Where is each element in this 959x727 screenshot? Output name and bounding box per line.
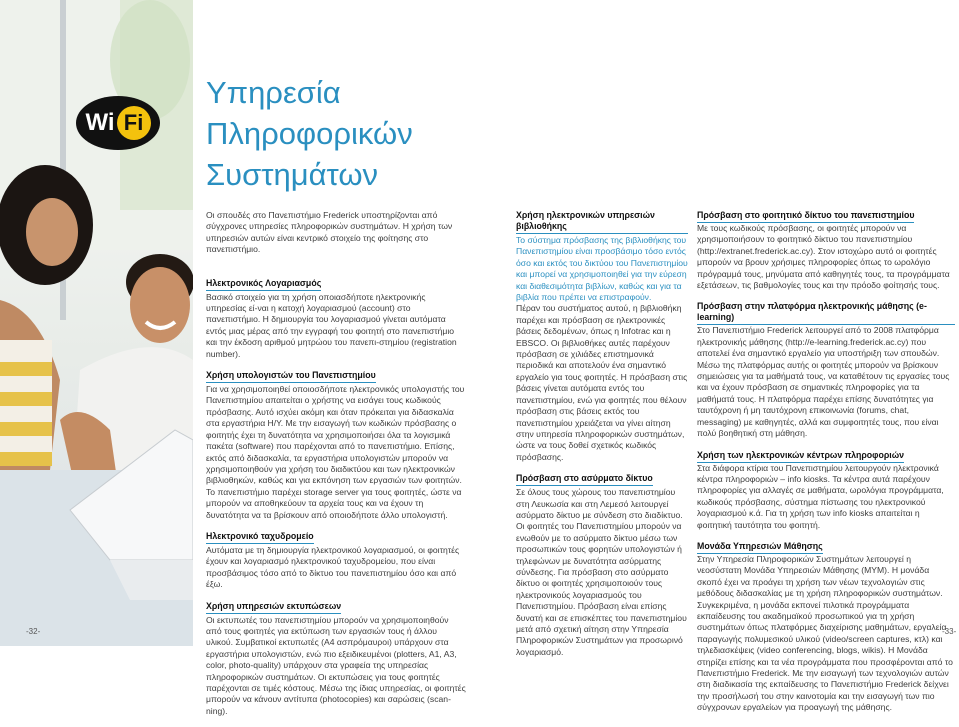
section-text: Αυτόματα με τη δημιουργία ηλεκτρονικού λογαριασμού, οι φοιτητές έχουν και λογαριασμό ηλεκτρονικού ταχυδρομείου, που είναι προσβάσιμος τόσο από το δίκτυο του πανεπιστημίου όσο και από έξω.	[206, 544, 460, 590]
section-heading: Πρόσβαση στο ασύρματο δίκτυο	[516, 473, 653, 486]
section-heading: Μονάδα Υπηρεσιών Μάθησης	[697, 541, 823, 554]
section-text: Στο Πανεπιστήμιο Frederick λειτουργεί από το 2008 πλατφόρμα ηλεκτρονικής μάθησης (http://e-learning.frederick.ac.cy) που αποτελεί ένα σημαντικό εργαλείο για υποστήριξη των σπουδών. Μέσω της πλατφόρμας αυτής οι φοιτητές μπορούν να βρίσκουν σημειώσεις για τα μαθήματά τους, να καταθέτουν τις εργασίες τους και να έχουν πρόσβαση σε σημαντικές πληροφορίες για τα μαθήματά τους. Η πλατφόρμα παρέχει επίσης δυνατότητες για ταυτόχρονη ή μη ταυτόχρονη επικοινωνία (forums, chat, messaging) με καθηγητές, αλλά και συμφοιτητές τους, που είναι πολύ βοηθητική στη μάθηση.	[697, 325, 950, 439]
page-title	[206, 72, 506, 195]
section-computer-use	[206, 370, 466, 521]
section-wireless-network	[516, 473, 688, 658]
students-photo	[0, 0, 193, 646]
section-text: Σε όλους τους χώρους του πανεπιστημίου στη Λευκωσία και στη Λεμεσό λειτουργεί ασύρματο δίκτυο με σύνδεση στο διαδίκτυο. Οι φοιτητές του Πανεπιστημίου μπορούν να ενωθούν με το ασύρματο δίκτυο μέσω των προσωπικών τους φορητών υπολογιστών ή τηλεφώνων με δυνατότητα ασύρματης σύνδεσης. Για πρόσβαση στο ασύρματο δίκτυο οι φοιτητές χρησιμοποιούν τους ηλεκτρονικούς λογαριασμούς του Πανεπιστημίου. Πρόσβαση είναι επίσης δυνατή και σε επισκέπτες του πανεπιστημίου μετά από σχετική αίτηση στην Υπηρεσία Πληροφορικών Συστημάτων για προσωρινό λογαριασμό.	[516, 487, 687, 657]
section-learning-services-unit	[697, 541, 955, 714]
left-column	[206, 210, 466, 727]
section-heading: Χρήση υπολογιστών του Πανεπιστημίου	[206, 370, 376, 383]
section-accent-text: Το σύστημα πρόσβασης της βιβλιοθήκης του Πανεπιστημίου είναι προσβάσιμο τόσο εντός όσο και εκτός του δικτύου του Πανεπιστημίου και μπορεί να χρησιμοποιηθεί για την εύρεση και διαθεσιμότητα βιβλίων, καθώς και για τα βιβλία που πρέπει να επιστραφούν.	[516, 235, 688, 303]
section-student-network	[697, 210, 955, 291]
section-text: Στην Υπηρεσία Πληροφορικών Συστημάτων λειτουργεί η νεοσύστατη Μονάδα Υπηρεσιών Μάθησης (ΜΥΜ). Η μονάδα σκοπό έχει να προάγει τη χρήση των νέων τεχνολογιών στις μεθόδους διδασκαλίας με τη χρήση πληροφορικών συστημάτων. Συγκεκριμένα, η μονάδα εκπονεί πιλοτικά προγράμματα εκπαίδευσης του ακαδημαϊκού προσωπικού για τη χρήση συστημάτων όπως πλατφόρμες διαχείρισης μαθημάτων, εργαλεία παραγωγής πολυμεσικού υλικού (video/screen captures, κτλ) και τηλεδιασκέψεις (video conferencing, blogs, wikis). Η Μονάδα στηρίζει επίσης και τα νέα προγράμματα που προσφέρονται από το Πανεπιστήμιο Frederick. Με την εισαγωγή των τεχνολογιών αυτών στη διαδικασία της εκπαίδευσης το Πανεπιστήμιο Frederick δείχνει την προσήλωσή του στην καινοτομία και την εισαγωγή των πιο σύγχρονων εργαλείων για προαγωγή της μάθησης.	[697, 553, 953, 713]
section-text: Βασικό στοιχείο για τη χρήση οποιασδήποτε ηλεκτρονικής υπηρεσίας εί-ναι η κατοχή λογαριασμού (account) στο πανεπιστήμιο. Η δημιουργία του λογαριασμού γίνεται αυτόματα εντός μιας μέρας από την εγγραφή του φοιτητή στο πανεπιστήμιο και την έκδοση αριθμού μητρώου του πανεπι-στημίου (registration number).	[206, 291, 457, 359]
section-heading: Πρόσβαση στο φοιτητικό δίκτυο του πανεπιστημίου	[697, 210, 914, 223]
section-elearning	[697, 301, 955, 439]
section-text: Με τους κωδικούς πρόσβασης, οι φοιτητές μπορούν να χρησιμοποιήσουν το φοιτητικό δίκτυο του πανεπιστημίου (http://extranet.frederick.ac.cy). Στον ιστοχώρο αυτό οι φοιτητές μπορούν να βρουν χρήσιμες πληροφορίες όπως το ωρολόγιο πρόγραμμά τους, μηνύματα από καθηγητές τους, τα προγράμματα εξετάσεων, τις βαθμολογίες τους και την πρόοδο φοίτησής τους.	[697, 223, 950, 291]
middle-column	[516, 210, 688, 668]
page-number-left: -32-	[26, 627, 41, 636]
section-text: Οι εκτυπωτές του πανεπιστημίου μπορούν να χρησιμοποιηθούν από τους φοιτητές για εκτύπωση των εργασιών τους ή άλλου υλικού. Συμβατικοί εκτυπωτές (Α4 ασπρόμαυροι) υπάρχουν στα εργαστήρια υπολογιστών, ενώ πιο εξειδικευμένοι (plotters, A1, A3, color, photo-quality) υπάρχουν στα γραφεία της υπηρεσίας πληροφορικών συστημάτων. Οι εκτυπώσεις για τους φοιτητές παρέχονται σε τιμές κόστους. Μέσω της ίδιας υπηρεσίας, οι φοιτητές μπορούν να κάνουν αντίτυπα (photocopies) και σαρώσεις (scan-ning).	[206, 614, 466, 716]
section-text: Για να χρησιμοποιηθεί οποιοσδήποτε ηλεκτρονικός υπολογιστής του Πανεπιστημίου απαιτείται ο χρήστης να εισάγει τους κωδικούς πρόσβασης. Αυτό ισχύει ακόμη και όταν πρόκειται για διδασκαλία στα εργαστήρια Η/Υ. Με την εισαγωγή των κωδικών πρόσβασης ο φοιτητής έχει τη δυνατότητα να χρησιμοποιήσει όλα τα λογισμικά πακέτα (software) που παρέχονται από το πανεπιστήμιο. Επίσης, εκτός από διδασκαλία, τα εργαστήρια υπολογιστών μπορούν να χρησιμοποιηθούν για χρήση του διαδικτύου και των ηλεκτρονικών βιβλιοθηκών, καθώς και για εκπόνηση των εργασιών των φοιτητών. Το πανεπιστήμιο παρέχει storage server για τους φοιτητές, ώστε να μπορούν να αποθηκεύουν τα αρχεία τους και να έχουν τη δυνατότητα να τα βρίσκουν από οποιοδήποτε άλλο υπολογιστή.	[206, 384, 465, 520]
section-library-services	[516, 210, 688, 463]
section-heading: Ηλεκτρονικός Λογαριασμός	[206, 278, 321, 291]
section-printing	[206, 601, 466, 718]
page-number-right: -33-	[942, 627, 957, 636]
section-info-kiosks	[697, 450, 955, 531]
wifi-logo-fi: Fi	[117, 106, 151, 140]
wifi-logo-wi: Wi	[85, 109, 115, 136]
section-email	[206, 531, 466, 591]
section-text: Στα διάφορα κτίρια του Πανεπιστημίου λειτουργούν ηλεκτρονικά κέντρα πληροφοριών – info kiosks. Τα κέντρα αυτά παρέχουν πληροφορίες για αλλαγές σε μαθήματα, ωρολόγια προγράμματα, κωδικούς πρόσβασης, σύστημα πίστωσης του ηλεκτρονικού λογαριασμού κ.ά. Για τη χρήση των info kiosks απαιτείται η φοιτητική ταυτότητα του φοιτητή.	[697, 462, 944, 530]
right-column	[697, 210, 955, 724]
section-heading: Ηλεκτρονικό ταχυδρομείο	[206, 531, 314, 544]
intro-paragraph: Οι σπουδές στο Πανεπιστήμιο Frederick υποστηρίζονται από σύγχρονες υπηρεσίες πληροφορικών συστημάτων. Η χρήση των υπηρεσιών αυτών είναι κεντρικό στοιχείο της φοίτησης στο πανεπιστήμιο.	[206, 210, 453, 255]
section-heading: Χρήση των ηλεκτρονικών κέντρων πληροφοριών	[697, 450, 904, 463]
section-heading: Χρήση ηλεκτρονικών υπηρεσιών βιβλιοθήκης	[516, 210, 688, 234]
title-line-3: Συστημάτων	[206, 157, 379, 192]
section-heading: Πρόσβαση στην πλατφόρμα ηλεκτρονικής μάθησης (e-learning)	[697, 301, 955, 325]
section-electronic-account	[206, 278, 466, 360]
wifi-logo	[76, 96, 160, 150]
section-text: Πέραν του συστήματος αυτού, η βιβλιοθήκη παρέχει και πρόσβαση σε ηλεκτρονικές βάσεις δεδομένων, όπως η Infotrac και η EBSCO. Οι βιβλιοθήκες αυτές παρέχουν πρόσβαση σε χιλιάδες επιστημονικά περιοδικά και αποτελούν ένα σημαντικό εργαλείο για τους φοιτητές. Η πρόσβαση στις βάσεις γίνεται αυτόματα εντός του πανεπιστημίου, ενώ για φοιτητές που θέλουν πρόσβαση στις βάσεις εκτός του πανεπιστημίου χρειάζεται να γίνει αίτηση στην υπηρεσία πληροφορικών συστημάτων, ώστε να τους δοθεί σχετικός κωδικός πρόσβασης.	[516, 303, 688, 462]
photo-illustration	[0, 0, 193, 646]
title-line-1: Υπηρεσία	[206, 75, 341, 110]
title-line-2: Πληροφορικών	[206, 116, 413, 151]
section-heading: Χρήση υπηρεσιών εκτυπώσεων	[206, 601, 341, 614]
